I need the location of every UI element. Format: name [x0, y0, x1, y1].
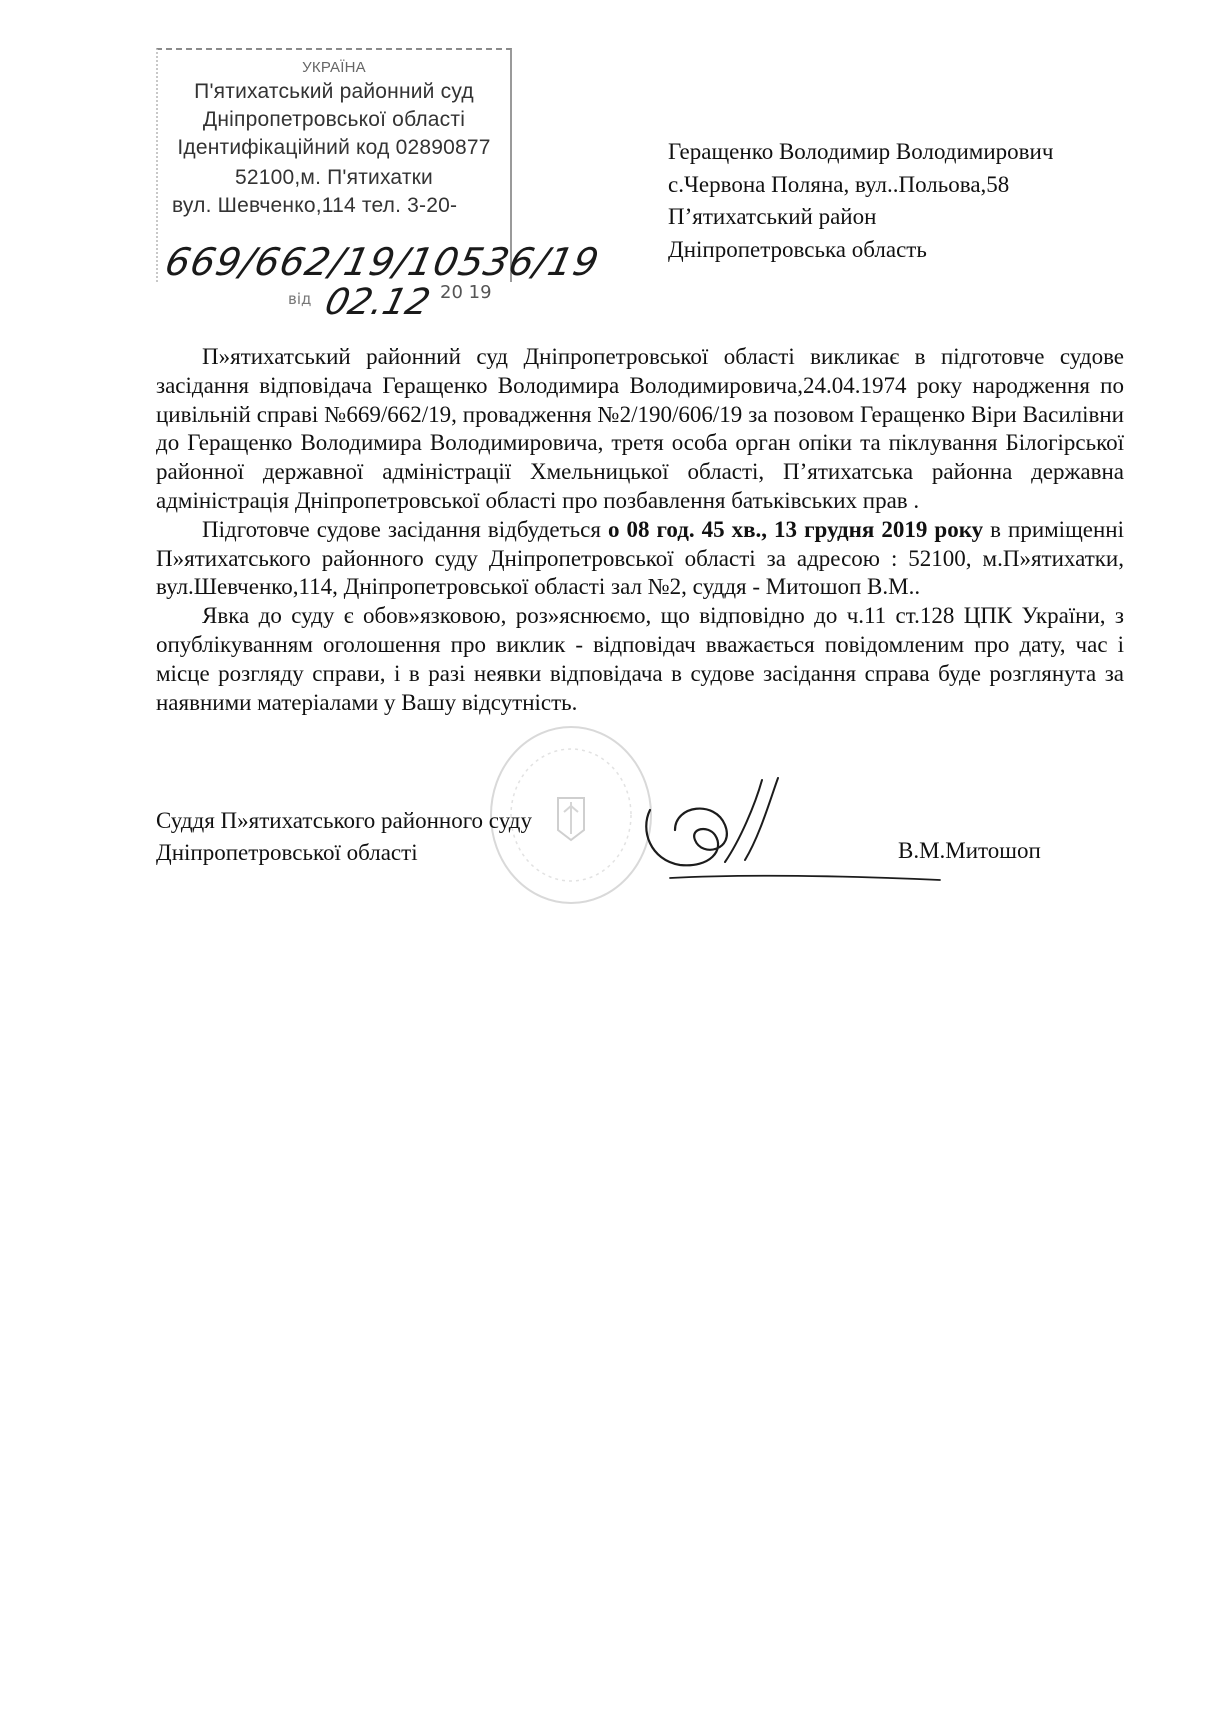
summons-paragraph-2 — [156, 516, 1124, 602]
summons-paragraph-3: Явка до суду є обов»язковою, роз»яснюємо, що відповідно до ч.11 ст.128 ЦПК України, з опублікуванням оголошення про виклик - відповідач вважається повідомленим про дату, час і місце розгляду справи, і в разі неявки відповідача в судове засідання справа буде розглянута за наявними матеріалами у Вашу відсутність. — [156, 603, 1124, 715]
stamp-court-name: П'ятихатський районний суд — [194, 80, 474, 103]
judge-signature-icon — [630, 770, 950, 890]
stamp-id-code: Ідентифікаційний код 02890877 — [177, 136, 491, 159]
hearing-intro: Підготовче судове засідання відбудеться — [202, 516, 608, 542]
registration-stamp — [156, 48, 604, 323]
hearing-location: в приміщенні П»ятихатського районного суду Дніпропетровської області за адресою : 52100, м.П»ятихатки, вул.Шевченко,114, Дніпропетровської області зал №2, суддя - Митошоп В.М.. — [156, 516, 1124, 600]
stamp-street: вул. Шевченко,114 тел. 3-20- — [172, 194, 458, 217]
handwritten-registration-number: 669/662/19/10536/19 — [161, 240, 604, 284]
judge-title-line-1: Суддя П»ятихатського районного суду — [156, 808, 532, 833]
handwritten-date: 02.12 — [320, 282, 435, 323]
stamp-country: УКРАЇНА — [302, 59, 366, 76]
summons-body — [156, 343, 1124, 717]
addressee-block — [668, 136, 1053, 266]
stamp-city: 52100,м. П'ятихатки — [235, 166, 433, 189]
judge-title — [156, 805, 532, 869]
addressee-address: с.Червона Поляна, вул..Польова,58 — [668, 171, 1010, 197]
stamp-from-label: від — [288, 290, 312, 308]
addressee-name: Геращенко Володимир Володимирович — [668, 139, 1054, 164]
stamp-region: Дніпропетровської області — [202, 108, 466, 131]
addressee-region: Дніпропетровська область — [668, 236, 927, 262]
judge-name: В.М.Митошоп — [898, 838, 1041, 863]
stamp-year: 20 19 — [440, 282, 492, 303]
hearing-datetime: о 08 год. 45 хв., 13 грудня 2019 року — [607, 516, 984, 542]
addressee-district: П’ятихатський район — [668, 204, 877, 229]
judge-title-line-2: Дніпропетровської області — [156, 840, 418, 865]
summons-paragraph-1: П»ятихатський районний суд Дніпропетровської області викликає в підготовче судове засідання відповідача Геращенко Володимира Володимировича,24.04.1974 року народження по цивільній справі №669/662/19, провадження №2/190/606/19 за позовом Геращенко Віри Василівни до Геращенко Володимира Володимировича, третя особа орган опіки та піклування Білогірської районної державної адміністрації Хмельницької області, П’ятихатська районна державна адміністрація Дніпропетровської області про позбавлення батьківських прав . — [156, 344, 1124, 513]
